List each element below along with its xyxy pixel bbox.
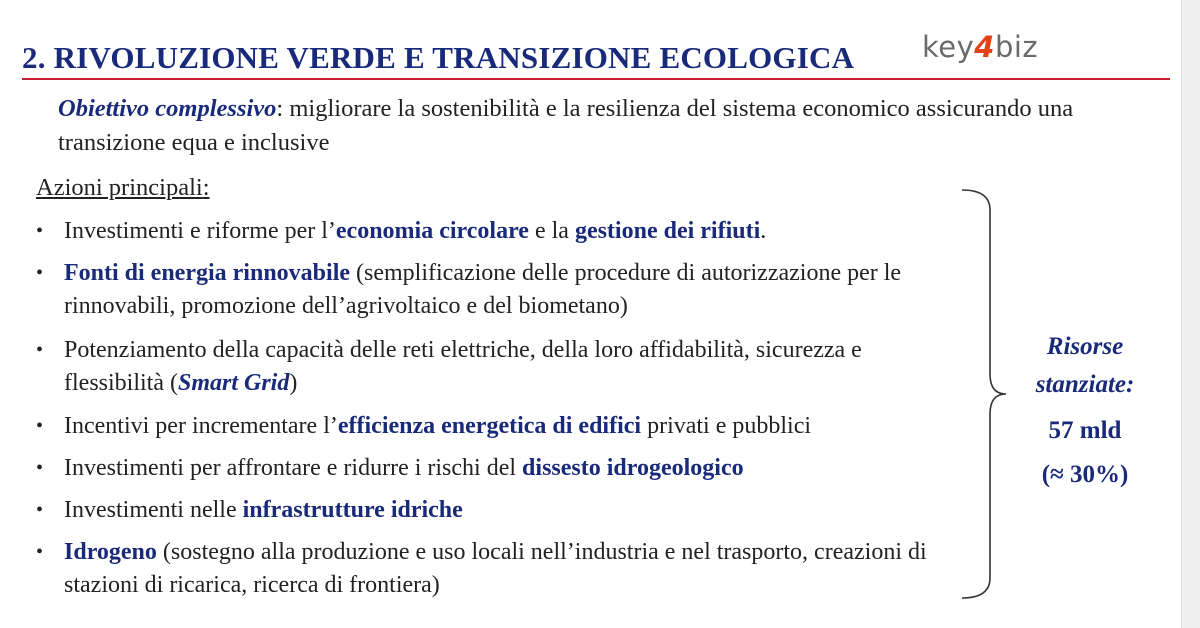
list-item [36, 410, 1004, 443]
resources-summary [1010, 328, 1160, 494]
logo-biz: biz [994, 30, 1039, 64]
bullet-icon: • [36, 541, 44, 563]
item-text: ) [289, 370, 298, 396]
item-text: Investimenti nelle [64, 497, 243, 523]
item-text: Potenziamento della capacità delle reti elettriche, della loro affidabilità, sicurezza e flessibilità ( [64, 337, 862, 396]
item-emphasis: Fonti di energia rinnovabile [64, 260, 351, 286]
item-emphasis: Smart Grid [177, 370, 290, 396]
objective-paragraph [58, 92, 1108, 160]
item-text: (sostegno alla produzione e uso locali nell’industria e nel trasporto, creazioni di stazioni di ricarica, ricerca di frontiera) [64, 539, 927, 598]
item-text: Investimenti e riforme per l’ [64, 218, 336, 244]
scrollbar-edge [1181, 0, 1200, 628]
item-emphasis: Idrogeno [64, 539, 157, 565]
list-item [36, 334, 924, 400]
key4biz-logo [922, 30, 1038, 64]
item-emphasis: dissesto idrogeologico [522, 455, 744, 481]
actions-header-colon: : [202, 174, 210, 201]
item-emphasis: efficienza energetica di edifici [337, 413, 642, 439]
right-brace-icon [960, 188, 1010, 602]
bullet-icon: • [36, 457, 44, 479]
resources-label-line2: stanziate: [1035, 371, 1135, 398]
objective-label: Obiettivo complessivo [58, 95, 277, 122]
page-title: 2. RIVOLUZIONE VERDE E TRANSIZIONE ECOLOGICA [22, 40, 855, 75]
title-divider [22, 78, 1170, 80]
item-text: privati e pubblici [641, 413, 812, 439]
item-text: Incentivi per incrementare l’ [64, 413, 338, 439]
item-text: (semplificazione delle procedure di autorizzazione per le rinnovabili, promozione dell’agrivoltaico e del biometano) [64, 260, 902, 319]
bullet-icon: • [36, 220, 44, 242]
list-item [36, 452, 1004, 485]
item-emphasis: economia circolare [335, 218, 529, 244]
logo-four: 4 [974, 30, 995, 64]
resources-label-line1: Risorse [1046, 333, 1124, 360]
item-text: e la [528, 218, 575, 244]
resources-amount: 57 mld [1048, 417, 1122, 444]
item-text: Investimenti per affrontare e ridurre i rischi del [64, 455, 523, 481]
actions-header [36, 174, 210, 202]
list-item [36, 494, 1004, 527]
item-emphasis: gestione dei rifiuti [574, 218, 761, 244]
bullet-icon: • [36, 339, 44, 361]
logo-key: key [922, 30, 975, 64]
bullet-icon: • [36, 262, 44, 284]
actions-header-label: Azioni principali [36, 174, 203, 201]
list-item [36, 215, 1004, 248]
objective-text: : migliorare la sostenibilità e la resilienza del sistema economico assicurando una transizione equa e inclusive [58, 95, 1074, 156]
list-item [36, 536, 984, 602]
item-emphasis: infrastrutture idriche [242, 497, 463, 523]
item-text: . [760, 218, 767, 244]
resources-percent: (≈ 30%) [1041, 461, 1129, 488]
list-item [36, 257, 1004, 323]
bullet-icon: • [36, 415, 44, 437]
bullet-icon: • [36, 499, 44, 521]
